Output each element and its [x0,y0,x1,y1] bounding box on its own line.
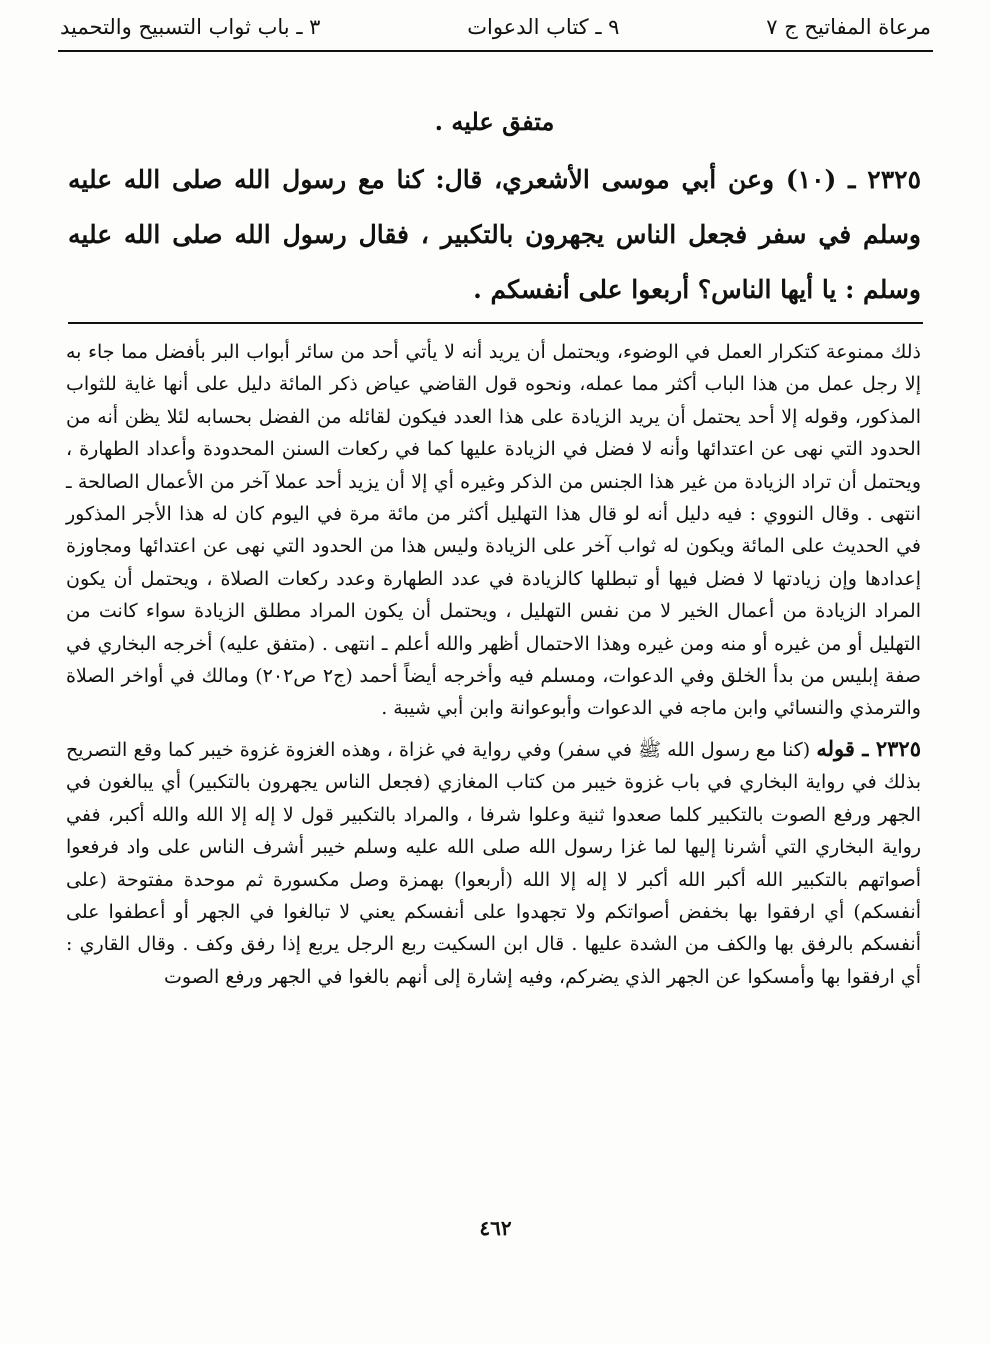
commentary-lead: ٢٣٢٥ ـ قوله [816,735,921,761]
muttafaq-label: متفق عليه . [434,107,555,136]
commentary-paragraph-2-text: (كنا مع رسول الله ﷺ في سفر) وفي رواية في غزاة ، وهذه الغزوة غزوة خيبر كما وقع التصريح بذلك في رواية البخاري في باب غزوة خيبر من كتاب المغازي (فجعل الناس يجهرون بالتكبير) أي يبالغون في الجهر ورفع الصوت بالتكبير كلما صعدوا ثنية وعلوا شرفا ، والمراد بالتكبير قول لا إله إلا الله والله أكبر، ففي رواية البخاري التي أشرنا إليها لما غزا رسول الله صلى الله عليه وسلم خيبر أشرف الناس على واد فرفعوا أصواتهم بالتكبير الله أكبر الله أكبر لا إله إلا الله (أربعوا) بهمزة وصل مكسورة ثم موحدة مفتوحة (على أنفسكم) أي ارفقوا بها بخفض أصواتكم ولا تجهدوا على أنفسكم يعني لا تبالغوا في الجهر أو أعطفوا على أنفسكم بالرفق بها والكف من الشدة عليها . قال ابن السكيت ربع الرجل يربع إذا رفق وكف . وقال القاري : أي ارفقوا بها وأمسكوا عن الجهر الذي يضركم، وفيه إشارة إلى أنهم بالغوا في الجهر ورفع الصوت [66,738,921,988]
header-book-title: مرعاة المفاتيح ج ٧ [766,15,931,39]
page-number: ٤٦٢ [479,1216,512,1240]
section-divider [68,322,923,324]
hadith-block [68,100,921,317]
running-header [60,12,931,42]
commentary-paragraph-2 [66,733,921,993]
commentary-paragraph-1: ذلك ممنوعة كتكرار العمل في الوضوء، ويحتمل أن يريد أنه لا يأتي أحد من سائر أبواب البر بأفضل مما جاء به إلا رجل عمل من هذا الباب أكثر مما عمله، ونحوه قول القاضي عياض ذكر المائة دليل على أنها غاية للثواب المذكور، وقوله إلا أحد يحتمل أن يريد الزيادة على هذا العدد فيكون لقائله من الفضل بحسابه لئلا يظن أنه من الحدود التي نهى عن اعتدائها وأنه لا فضل في الزيادة عليها كما في ركعات السنن المحدودة وأعداد الطهارة ، ويحتمل أن تراد الزيادة من غير هذا الجنس من الذكر وغيره أي إلا أن يزيد أحد عملا آخر من الأعمال الصالحة ـ انتهى . وقال النووي : فيه دليل أنه لو قال هذا التهليل أكثر من مائة مرة في اليوم كان له هذا الأجر المذكور في الحديث على المائة ويكون له ثواب آخر على الزيادة وليس هذا من الحدود التي نهى عن اعتدائها ومجاوزة إعدادها وإن زيادتها لا فضل فيها أو تبطلها كالزيادة في عدد الطهارة وعدد ركعات الصلاة ، ويحتمل أن يكون المراد الزيادة من أعمال الخير لا من نفس التهليل ، ويحتمل أن يكون المراد مطلق الزيادة سواء كانت من التهليل أو من غيره أو منه ومن غيره وهذا الاحتمال أظهر والله أعلم ـ انتهى . (متفق عليه) أخرجه البخاري في صفة إبليس من بدأ الخلق وفي الدعوات، ومسلم فيه وأخرجه أيضاً أحمد (ج٢ ص٢٠٢) ومالك في أواخر الصلاة والترمذي والنسائي وابن ماجه في الدعوات وأبوعوانة وابن أبي شيبة . [66,341,921,720]
header-section: ٣ ـ باب ثواب التسبيح والتحميد [60,15,321,39]
header-divider [58,50,933,52]
header-chapter: ٩ ـ كتاب الدعوات [467,15,620,39]
hadith-text: ٢٣٢٥ ـ (١٠) وعن أبي موسى الأشعري، قال: كنا مع رسول الله صلى الله عليه وسلم في سفر فجعل الناس يجهرون بالتكبير ، فقال رسول الله صلى الله عليه وسلم : يا أيها الناس؟ أربعوا على أنفسكم . [68,165,921,304]
commentary-block [66,336,921,993]
